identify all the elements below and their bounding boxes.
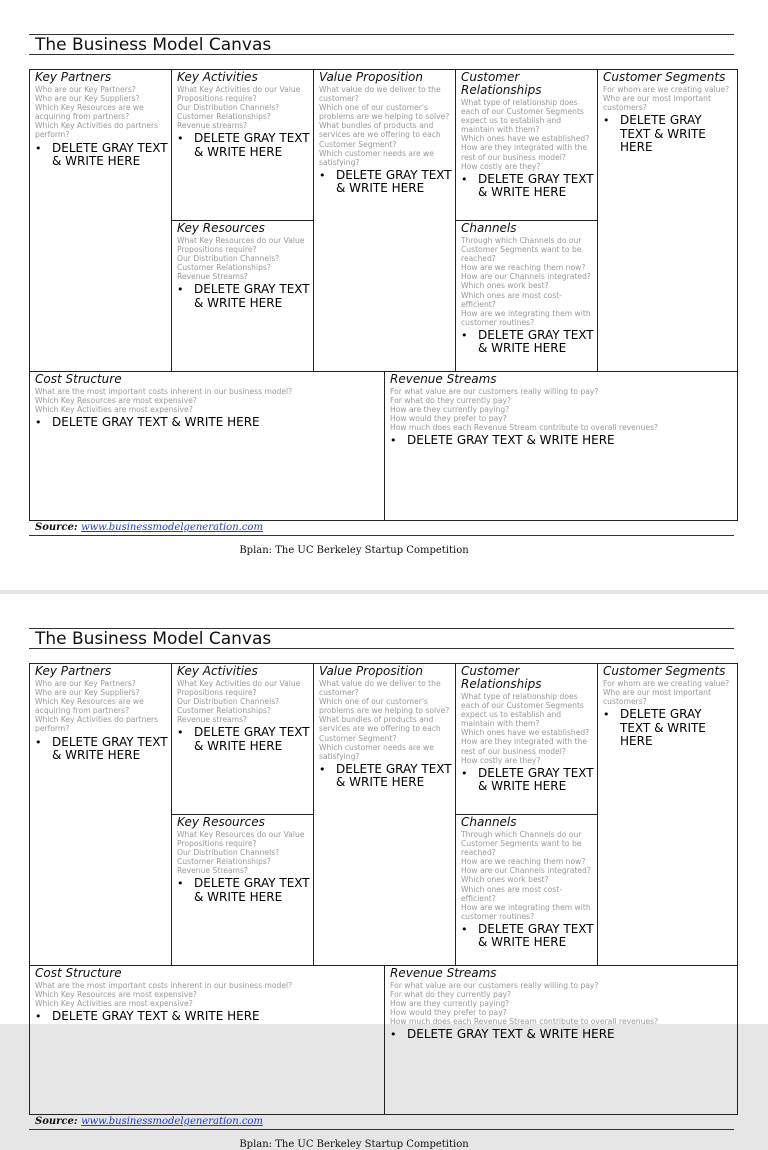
hint-line: Which Key Resources are we acquiring from partners?: [35, 697, 144, 716]
key-partners-title: Key Partners: [35, 664, 112, 678]
bullet-icon: •: [177, 132, 184, 146]
bullet-icon: •: [35, 141, 42, 155]
hint-line: Which customer needs are we satisfying?: [319, 742, 434, 761]
hint-line: What bundles of products and services are we offering to each Customer Segment?: [319, 715, 441, 743]
channels-hints: [461, 236, 594, 327]
hint-line: Customer Relationships?: [177, 857, 271, 867]
hint-line: How are we reaching them now?: [461, 263, 586, 273]
hint-line: Revenue streams?: [177, 715, 248, 725]
key-resources-box[interactable]: [172, 220, 314, 371]
key-activities-hints: [177, 85, 310, 130]
bullet-text: DELETE GRAY TEXT & WRITE HERE: [478, 921, 594, 950]
hint-line: For whom are we creating value?: [603, 679, 730, 688]
customer-relationships-hints: [461, 98, 594, 171]
hint-line: How are we integrating them with customer routines?: [461, 902, 591, 921]
bullet-text: DELETE GRAY TEXT & WRITE HERE: [478, 765, 594, 794]
hint-line: Revenue streams?: [177, 121, 248, 131]
hint-line: Customer Relationships?: [177, 112, 271, 122]
bullet-icon: •: [461, 172, 468, 186]
value-proposition-hints: [319, 679, 452, 761]
bullet-icon: •: [177, 877, 184, 891]
hint-line: Which ones have we established?: [461, 728, 590, 738]
key-resources-hints: [177, 236, 310, 281]
hint-line: For what value are our customers really willing to pay?: [390, 387, 599, 396]
hint-line: How are they integrated with the rest of our business model?: [461, 143, 588, 162]
customer-relationships-bullet[interactable]: [461, 173, 594, 200]
title-rule-bottom: [29, 54, 734, 55]
hint-line: How are they currently paying?: [390, 999, 510, 1009]
source-line: [35, 522, 263, 533]
hint-line: For what do they currently pay?: [390, 396, 512, 406]
hint-line: Who are our Key Partners?: [35, 679, 136, 688]
source-link[interactable]: www.businessmodelgeneration.com: [81, 1116, 263, 1127]
bullet-text: DELETE GRAY TEXT & WRITE HERE: [52, 1009, 260, 1024]
channels-bullet[interactable]: [461, 329, 594, 356]
hint-line: How costly are they?: [461, 755, 541, 765]
bullet-text: DELETE GRAY TEXT & WRITE HERE: [336, 167, 452, 196]
hint-line: For what do they currently pay?: [390, 990, 512, 1000]
bullet-icon: •: [461, 922, 468, 936]
customer-segments-hints: [603, 85, 734, 112]
hint-line: Which Key Activities do partners perform?: [35, 121, 159, 140]
hint-line: Our Distribution Channels?: [177, 848, 280, 858]
customer-relationships-box[interactable]: [456, 70, 598, 220]
hint-line: Our Distribution Channels?: [177, 697, 280, 707]
customer-relationships-title: Customer Relationships: [461, 70, 542, 97]
bullet-icon: •: [319, 762, 326, 776]
revenue-streams-box[interactable]: [385, 371, 737, 520]
bullet-icon: •: [319, 168, 326, 182]
key-resources-title: Key Resources: [177, 221, 265, 235]
revenue-streams-bullet[interactable]: [390, 434, 734, 448]
key-activities-title: Key Activities: [177, 664, 258, 678]
customer-segments-box[interactable]: [598, 664, 737, 965]
hint-line: How are we integrating them with customer routines?: [461, 308, 591, 327]
source-label: Source:: [35, 522, 78, 533]
bullet-text: DELETE GRAY TEXT & WRITE HERE: [194, 282, 310, 310]
bullet-text: DELETE GRAY TEXT & WRITE HERE: [52, 415, 260, 430]
source-rule: [29, 1129, 734, 1130]
bullet-icon: •: [461, 766, 468, 780]
hint-line: How costly are they?: [461, 161, 541, 171]
hint-line: Customer Relationships?: [177, 706, 271, 716]
bullet-icon: •: [35, 735, 42, 749]
hint-line: Who are our Key Partners?: [35, 85, 136, 94]
revenue-streams-hints: [390, 981, 734, 1026]
revenue-streams-hints: [390, 387, 734, 432]
page-title: The Business Model Canvas: [35, 629, 272, 649]
hint-line: Our Distribution Channels?: [177, 103, 280, 113]
hint-line: Which ones are most cost-efficient?: [461, 884, 562, 903]
key-activities-box[interactable]: [172, 664, 314, 814]
bullet-text: DELETE GRAY TEXT & WRITE HERE: [620, 707, 706, 749]
hint-line: What type of relationship does each of our Customer Segments expect us to establish and maintain with them?: [461, 692, 584, 729]
bullet-text: DELETE GRAY TEXT & WRITE HERE: [194, 725, 310, 753]
hint-line: Which customer needs are we satisfying?: [319, 148, 434, 167]
hint-line: Which Key Resources are we acquiring from partners?: [35, 103, 144, 122]
bullet-text: DELETE GRAY TEXT & WRITE HERE: [52, 140, 168, 169]
key-partners-box[interactable]: [30, 664, 172, 965]
hint-line: Which Key Resources are most expensive?: [35, 990, 197, 1000]
key-resources-box[interactable]: [172, 814, 314, 965]
page-title: The Business Model Canvas: [35, 35, 272, 55]
revenue-streams-box[interactable]: [385, 965, 737, 1114]
customer-segments-bullet[interactable]: [603, 708, 734, 749]
key-activities-hints: [177, 679, 310, 724]
key-activities-bullet[interactable]: [177, 132, 310, 159]
channels-hints: [461, 830, 594, 921]
hint-line: What Key Resources do our Value Propositions require?: [177, 236, 305, 255]
key-resources-title: Key Resources: [177, 815, 265, 829]
hint-line: What Key Resources do our Value Propositions require?: [177, 830, 305, 849]
title-rule-bottom: [29, 648, 734, 649]
bullet-text: DELETE GRAY TEXT & WRITE HERE: [52, 734, 168, 763]
customer-segments-hints: [603, 679, 734, 706]
hint-line: Which one of our customer's problems are we helping to solve?: [319, 697, 450, 716]
business-model-canvas: [29, 663, 738, 1115]
customer-relationships-title: Customer Relationships: [461, 664, 542, 691]
hint-line: Who are our Key Suppliers?: [35, 688, 140, 698]
hint-line: What Key Activities do our Value Propositions require?: [177, 85, 301, 104]
hint-line: What value do we deliver to the customer?: [319, 85, 441, 104]
channels-title: Channels: [461, 815, 517, 829]
hint-line: Revenue Streams?: [177, 866, 248, 876]
customer-segments-title: Customer Segments: [603, 70, 726, 84]
bullet-icon: •: [461, 328, 468, 342]
cost-structure-box[interactable]: [30, 371, 385, 520]
hint-line: How are they integrated with the rest of our business model?: [461, 737, 588, 756]
revenue-streams-title: Revenue Streams: [390, 372, 497, 386]
cost-structure-bullet[interactable]: [35, 1010, 381, 1024]
customer-relationships-hints: [461, 692, 594, 765]
hint-line: Through which Channels do our Customer Segments want to be reached?: [461, 236, 582, 264]
document-page-2: [0, 594, 768, 1150]
bullet-icon: •: [603, 708, 610, 722]
bullet-icon: •: [390, 1028, 397, 1042]
bullet-text: DELETE GRAY TEXT & WRITE HERE: [407, 433, 615, 448]
customer-segments-title: Customer Segments: [603, 664, 726, 678]
bullet-text: DELETE GRAY TEXT & WRITE HERE: [407, 1027, 615, 1042]
source-link[interactable]: www.businessmodelgeneration.com: [81, 522, 263, 533]
channels-title: Channels: [461, 221, 517, 235]
bullet-icon: •: [390, 434, 397, 448]
revenue-streams-title: Revenue Streams: [390, 966, 497, 980]
hint-line: What type of relationship does each of our Customer Segments expect us to establish and maintain with them?: [461, 98, 584, 135]
bullet-text: DELETE GRAY TEXT & WRITE HERE: [336, 761, 452, 790]
key-resources-bullet[interactable]: [177, 283, 310, 310]
hint-line: What are the most important costs inherent in our business model?: [35, 981, 293, 990]
business-model-canvas: [29, 69, 738, 521]
source-line: [35, 1116, 263, 1127]
hint-line: How much does each Revenue Stream contribute to overall revenues?: [390, 1017, 659, 1027]
hint-line: How are our Channels integrated?: [461, 866, 591, 876]
hint-line: Revenue Streams?: [177, 272, 248, 282]
hint-line: Who are our Key Suppliers?: [35, 94, 140, 104]
customer-segments-bullet[interactable]: [603, 114, 734, 155]
hint-line: Which ones work best?: [461, 875, 549, 885]
value-proposition-title: Value Proposition: [319, 70, 423, 84]
source-rule: [29, 535, 734, 536]
hint-line: Which ones are most cost-efficient?: [461, 290, 562, 309]
customer-relationships-box[interactable]: [456, 664, 598, 814]
hint-line: How would they prefer to pay?: [390, 414, 507, 424]
hint-line: How are our Channels integrated?: [461, 272, 591, 282]
revenue-streams-bullet[interactable]: [390, 1028, 734, 1042]
hint-line: For whom are we creating value?: [603, 85, 730, 94]
bullet-icon: •: [603, 114, 610, 128]
customer-relationships-bullet[interactable]: [461, 767, 594, 794]
value-proposition-bullet[interactable]: [319, 763, 452, 790]
hint-line: Which Key Activities are most expensive?: [35, 405, 193, 415]
hint-line: Who are our most important customers?: [603, 94, 711, 113]
key-partners-bullet[interactable]: [35, 142, 168, 169]
hint-line: How are they currently paying?: [390, 405, 510, 415]
key-activities-box[interactable]: [172, 70, 314, 220]
key-partners-title: Key Partners: [35, 70, 112, 84]
key-activities-bullet[interactable]: [177, 726, 310, 753]
value-proposition-box[interactable]: [314, 70, 456, 371]
hint-line: How are we reaching them now?: [461, 857, 586, 867]
hint-line: How would they prefer to pay?: [390, 1008, 507, 1018]
hint-line: What bundles of products and services are we offering to each Customer Segment?: [319, 121, 441, 149]
key-resources-bullet[interactable]: [177, 877, 310, 904]
hint-line: Which ones work best?: [461, 281, 549, 291]
cost-structure-hints: [35, 981, 381, 1008]
channels-bullet[interactable]: [461, 923, 594, 950]
key-activities-title: Key Activities: [177, 70, 258, 84]
hint-line: What value do we deliver to the customer?: [319, 679, 441, 698]
bullet-text: DELETE GRAY TEXT & WRITE HERE: [194, 876, 310, 904]
value-proposition-hints: [319, 85, 452, 167]
hint-line: Which Key Activities do partners perform?: [35, 715, 159, 734]
bullet-text: DELETE GRAY TEXT & WRITE HERE: [478, 171, 594, 200]
value-proposition-bullet[interactable]: [319, 169, 452, 196]
footer-text: Bplan: The UC Berkeley Startup Competition: [239, 1139, 469, 1150]
key-partners-box[interactable]: [30, 70, 172, 371]
hint-line: What Key Activities do our Value Propositions require?: [177, 679, 301, 698]
hint-line: Which ones have we established?: [461, 134, 590, 144]
bullet-icon: •: [35, 416, 42, 430]
hint-line: Through which Channels do our Customer Segments want to be reached?: [461, 830, 582, 858]
source-label: Source:: [35, 1116, 78, 1127]
bullet-icon: •: [177, 283, 184, 297]
bullet-text: DELETE GRAY TEXT & WRITE HERE: [620, 113, 706, 155]
hint-line: Our Distribution Channels?: [177, 254, 280, 264]
cost-structure-title: Cost Structure: [35, 372, 122, 386]
channels-box[interactable]: [456, 814, 598, 965]
bullet-text: DELETE GRAY TEXT & WRITE HERE: [478, 327, 594, 356]
hint-line: How much does each Revenue Stream contribute to overall revenues?: [390, 423, 659, 433]
hint-line: What are the most important costs inherent in our business model?: [35, 387, 293, 396]
hint-line: Who are our most important customers?: [603, 688, 711, 707]
footer-text: Bplan: The UC Berkeley Startup Competition: [239, 545, 469, 556]
bullet-icon: •: [35, 1010, 42, 1024]
hint-line: Customer Relationships?: [177, 263, 271, 273]
hint-line: Which Key Resources are most expensive?: [35, 396, 197, 406]
key-partners-bullet[interactable]: [35, 736, 168, 763]
key-partners-hints: [35, 679, 168, 734]
hint-line: For what value are our customers really willing to pay?: [390, 981, 599, 990]
cost-structure-box[interactable]: [30, 965, 385, 1114]
cost-structure-bullet[interactable]: [35, 416, 381, 430]
bullet-text: DELETE GRAY TEXT & WRITE HERE: [194, 131, 310, 159]
bullet-icon: •: [177, 726, 184, 740]
value-proposition-title: Value Proposition: [319, 664, 423, 678]
cost-structure-title: Cost Structure: [35, 966, 122, 980]
customer-segments-box[interactable]: [598, 70, 737, 371]
value-proposition-box[interactable]: [314, 664, 456, 965]
hint-line: Which Key Activities are most expensive?: [35, 999, 193, 1009]
cost-structure-hints: [35, 387, 381, 414]
key-resources-hints: [177, 830, 310, 875]
channels-box[interactable]: [456, 220, 598, 371]
key-partners-hints: [35, 85, 168, 140]
hint-line: Which one of our customer's problems are we helping to solve?: [319, 103, 450, 122]
